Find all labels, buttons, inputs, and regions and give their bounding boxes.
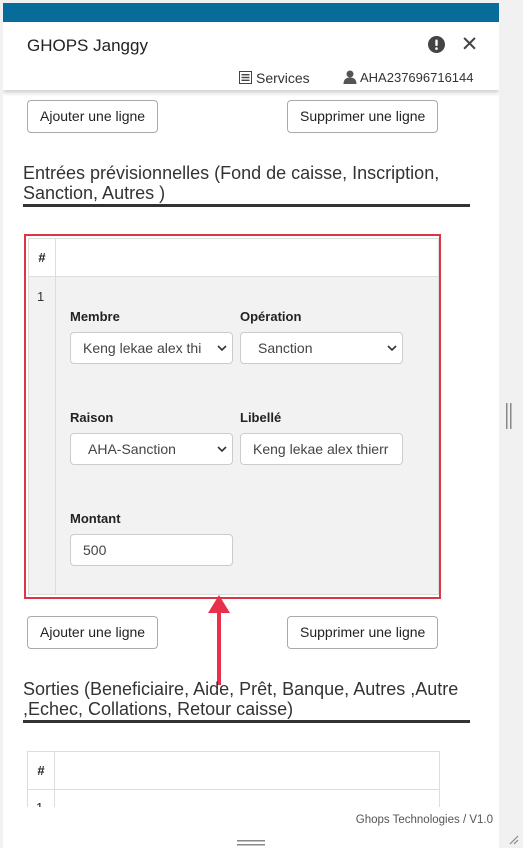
delete-line-button-2[interactable]: Supprimer une ligne [287, 616, 438, 649]
chevron-down-icon [217, 344, 227, 352]
user-account[interactable] [343, 70, 474, 85]
add-line-button[interactable]: Ajouter une ligne [27, 100, 158, 133]
info-icon[interactable] [428, 36, 445, 53]
corner-resize-icon[interactable] [507, 833, 519, 845]
libelle-value: Keng lekae alex thierr [253, 441, 389, 457]
raison-value: AHA-Sanction [88, 441, 176, 457]
table-header-hash: # [29, 239, 56, 277]
entries-table [28, 238, 439, 595]
chevron-down-icon [217, 445, 227, 453]
resize-handle-icon[interactable] [237, 840, 265, 847]
outputs-section-title: Sorties (Beneficiaire, Aide, Prêt, Banque, Autres ,Autre ,Echec, Collations, Retour caisse) [23, 679, 470, 723]
table-header-content [55, 752, 439, 790]
montant-value: 500 [83, 542, 107, 558]
raison-select[interactable] [70, 433, 233, 465]
table-row-number-cell [29, 277, 56, 594]
montant-label: Montant [70, 511, 121, 526]
footer-text: Ghops Technologies / V1.0 [355, 814, 493, 826]
app-window [3, 3, 499, 848]
libelle-input[interactable] [240, 433, 403, 465]
side-resize-handle-icon[interactable] [505, 403, 513, 429]
table-header-content [56, 239, 438, 277]
row-number: 1 [37, 289, 45, 304]
app-header [3, 22, 499, 90]
table-row [56, 277, 438, 594]
add-line-button-2[interactable]: Ajouter une ligne [27, 616, 158, 649]
delete-line-button[interactable]: Supprimer une ligne [287, 100, 438, 133]
window-top-bar [3, 3, 499, 22]
membre-value: Keng lekae alex thi [83, 340, 202, 356]
chevron-down-icon [387, 344, 397, 352]
raison-label: Raison [70, 410, 114, 425]
montant-input[interactable] [70, 534, 233, 566]
user-icon [343, 70, 357, 84]
libelle-label: Libellé [240, 410, 282, 425]
services-list-icon [239, 71, 252, 84]
entries-section-title: Entrées prévisionnelles (Fond de caisse, Inscription, Sanction, Autres ) [23, 163, 470, 207]
services-link[interactable] [239, 70, 310, 86]
app-title: GHOPS Janggy [27, 36, 148, 55]
services-label: Services [256, 70, 310, 86]
membre-select[interactable] [70, 332, 233, 364]
operation-value: Sanction [258, 340, 313, 356]
user-id: AHA237696716144 [360, 70, 474, 85]
operation-label: Opération [240, 309, 302, 324]
operation-select[interactable] [240, 332, 403, 364]
membre-label: Membre [70, 309, 120, 324]
highlighted-entry-table [24, 234, 441, 599]
close-icon[interactable]: ✕ [460, 33, 479, 56]
annotation-arrow [208, 595, 230, 685]
table-header-hash: # [28, 752, 55, 790]
